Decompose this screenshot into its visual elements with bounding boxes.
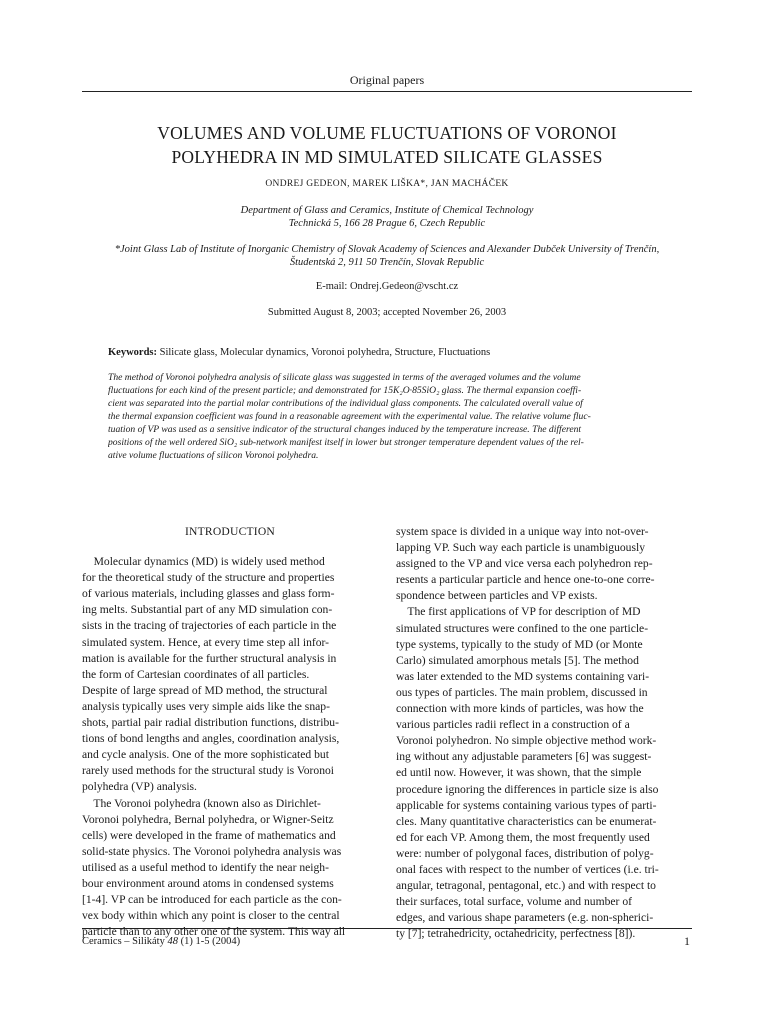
journal-name: Ceramics – Silikáty [82,936,165,947]
text-line: ed for each VP. Among them, the most frequently used [396,830,650,844]
text-line: edges, and various shape parameters (e.g. non-spherici- [396,911,654,925]
text-line: onal faces with respect to the number of vertices (i.e. tri- [396,862,659,876]
page-number: 1 [684,934,690,948]
text-line: the form of Cartesian coordinates of all particles. [82,667,310,681]
text-line: ed until now. However, it was shown, that the simple [396,766,642,780]
text-line: bour environment around atoms in condensed systems [82,876,334,890]
text-line: was later extended to the MD systems containing vari- [396,669,650,683]
text-line: resents a particular particle and hence one-to-one corre- [396,573,655,587]
text-line: Despite of large spread of MD method, the structural [82,683,328,697]
text-line: polyhedra (VP) analysis. [82,780,197,794]
text-line: The first applications of VP for description of MD [396,605,641,619]
affiliation-primary [82,204,692,230]
text-line: tions of bond lengths and angles, coordination analysis, [82,732,340,746]
submission-dates: Submitted August 8, 2003; accepted November 26, 2003 [267,307,507,318]
text-line: particle than to any other one of the system. This way all [82,925,346,939]
text-line: [1-4]. VP can be introduced for each particle as the con- [82,893,342,907]
text-line: connection with more kinds of particles, was how the [396,702,644,716]
journal-citation [82,936,240,947]
affiliation-line: Department of Glass and Ceramics, Institute of Chemical Technology [240,205,534,216]
text-line: The method of Voronoi polyhedra analysis of silicate glass was suggested in terms of the averaged volumes and the volume [108,372,581,383]
text-line: vex body within which any point is closer to the central [82,909,340,923]
text-line: mation is available for the further structural analysis in [82,651,337,665]
text-line: applicable for systems containing various types of parti- [396,798,657,812]
text-line: Voronoi polyhedra, Bernal polyhedra, or Wigner-Seitz [82,812,334,826]
text-line: sists in the tracing of trajectories of each particle in the [82,619,337,633]
text-line: simulated structures were confined to the one particle- [396,621,649,635]
running-head: Original papers [349,73,425,87]
text-line: procedure ignoring the differences in particle size is also [396,782,659,796]
footer-rule [82,928,692,929]
text-line: of various materials, including glasses and glass form- [82,587,335,601]
text-line: ous types of particles. The main problem, discussed in [396,685,648,699]
contact-email: E-mail: Ondrej.Gedeon@vscht.cz [315,281,459,292]
text-line: Molecular dynamics (MD) is widely used method [82,555,325,569]
text-line: shots, partial pair radial distribution functions, distribu- [82,716,339,730]
text-line: The Voronoi polyhedra (known also as Dirichlet- [82,796,321,810]
text-line: analysis typically uses very simple aids like the snap- [82,699,330,713]
text-line: ing melts. Substantial part of any MD simulation con- [82,603,333,617]
text-line: their surfaces, total surface, volume and number of [396,895,632,909]
text-line: Carlo) simulated amorphous metals [5]. The method [396,653,639,667]
text-line: utilised as a useful method to identify the near neigh- [82,860,329,874]
text-line: fluctuations for each kind of the present particle; and demonstrated for 15K₂O·85SiO₂ glass. The thermal expansion coeffi- [108,385,582,396]
text-line: assigned to the VP and vice versa each polyhedron rep- [396,557,653,571]
text-line: were: number of polygonal faces, distribution of polyg- [396,846,654,860]
text-line: rarely used methods for the structural study is Voronoi [82,764,335,778]
header-rule [82,91,692,92]
text-line: cient was separated into the partial molar contributions of the individual glass components. The calculated overall value of [108,398,583,409]
text-line: type systems, typically to the study of MD (or Monte [396,637,643,651]
keywords-text: Silicate glass, Molecular dynamics, Voronoi polyhedra, Structure, Fluctuations [159,347,491,358]
text-line: lapping VP. Such way each particle is unambiguously [396,541,646,555]
affiliation-line: Technická 5, 166 28 Prague 6, Czech Republic [288,218,486,229]
right-column-text [396,524,692,942]
text-line: cles. Many quantitative characteristics can be enumerat- [396,814,657,828]
text-line: spondence between particles and VP exists. [396,589,598,603]
text-line: and cycle analysis. One of the more sophisticated but [82,748,329,762]
right-column [396,524,692,942]
affiliation-secondary [82,243,692,269]
title-line: VOLUMES AND VOLUME FLUCTUATIONS OF VORONOI [157,123,617,143]
text-line: the thermal expansion coefficient was found in a reasonable agreement with the experimental value. The relative volume fluc- [108,411,591,422]
text-line: various particles radii reflect in a construction of a [396,718,630,732]
journal-issue: (1) 1-5 (2004) [180,936,241,947]
text-line: ing without any adjustable parameters [6] was suggest- [396,750,652,764]
text-line: tuation of VP was used as a sensitive indicator of the structural changes induced by the temperature increase. The different [108,424,582,435]
journal-volume: 48 [167,936,178,947]
text-line: Voronoi polyhedron. No simple objective method work- [396,734,657,748]
text-line: ty [7]; tetrahedricity, octahedricity, perfectness [8]). [396,927,636,941]
left-column-text [82,554,378,940]
text-line: system space is divided in a unique way into not-over- [396,525,649,538]
text-line: simulated system. Hence, at every time step all infor- [82,635,330,649]
abstract [108,371,692,462]
text-line: solid-state physics. The Voronoi polyhedra analysis was [82,844,342,858]
text-line: ative volume fluctuations of silicon Voronoi polyhedra. [108,450,319,461]
keywords-label: Keywords: [108,347,157,358]
text-line: positions of the well ordered SiO₂ sub-network manifest itself in lower but stronger temperature dependent values of the rel- [108,437,584,448]
affiliation-line: Študentská 2, 911 50 Trenčín, Slovak Republic [289,257,485,268]
paper-title [82,121,692,169]
text-line: angular, tetragonal, pentagonal, etc.) and with respect to [396,879,656,893]
left-column [82,524,378,940]
section-heading: INTRODUCTION [185,525,275,538]
affiliation-line: *Joint Glass Lab of Institute of Inorganic Chemistry of Slovak Academy of Sciences and Alexander Dubček University of Trenčín, [114,244,660,255]
title-line: POLYHEDRA IN MD SIMULATED SILICATE GLASSES [171,147,603,167]
keywords [108,347,490,358]
text-line: for the theoretical study of the structure and properties [82,571,335,585]
author-list: ONDREJ GEDEON, MAREK LIŠKA*, JAN MACHÁČEK [265,179,509,189]
text-line: cells) were developed in the frame of mathematics and [82,828,336,842]
